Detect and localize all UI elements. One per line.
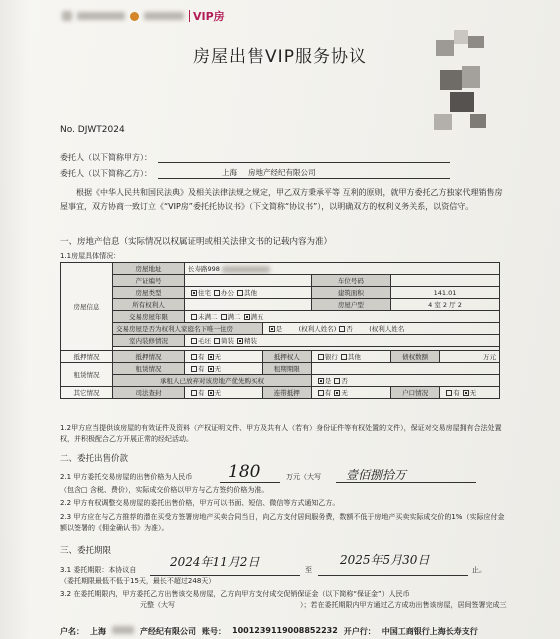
amount-unit: 万元 [440,351,500,363]
checkbox-simple[interactable] [214,338,220,344]
checkbox-waiver-yes[interactable] [318,378,324,384]
page-shadow [0,0,30,639]
checkbox-waiver-no[interactable] [334,378,340,384]
opt-other2: 其他 [347,353,361,361]
hukou-label: 户口情况 [390,387,439,399]
party-a-label: 委托人（以下简称甲方）： [60,153,152,162]
bank-name: 中国工商银行上海长寿支行 [381,627,478,636]
clause-3-1-note: （委托期限最低不低于15天，最长不超过248天） [60,577,216,585]
lease-term-label: 租期期限 [262,363,311,375]
linked-mortgage-label: 连带抵押 [262,387,311,399]
opt-over-5-label: 满五 [250,313,264,321]
checkbox-bank[interactable] [318,354,324,360]
opt-under-2-label: 未满二 [198,313,218,321]
linked-mortgage-options [311,387,390,399]
owners-value [185,299,312,311]
opt-bank: 银行 [324,353,338,361]
checkbox-rough[interactable] [191,338,197,344]
only-home-options [262,323,499,335]
opt-waiver-no: 否 [341,377,348,385]
opt-only-no-label: 否 [346,325,353,333]
checkbox-only-yes[interactable] [269,326,275,332]
clause-2-1-unit: 万元（大写 [286,473,321,481]
address-cell [185,263,500,275]
opt-simple-label: 简装 [221,337,234,345]
party-a-underline [158,162,450,163]
redacted-logo-text [77,12,125,20]
clause-3-2c: ）；若在委托期限内甲方通过乙方成功出售该房屋，居间签署完成三 [300,601,507,609]
price-underline [220,482,280,483]
seizure-options [185,387,263,399]
checkbox-seizure-yes[interactable] [191,390,197,396]
handwritten-start-date: 2024年11月2日 [170,555,260,569]
checkbox-lease-yes[interactable] [191,366,197,372]
only-home-label: 交易房屋是否为权利人家庭名下唯一住房 [113,323,263,335]
opt-waiver-yes: 是 [324,377,332,385]
checkbox-link-yes[interactable] [318,390,324,396]
checkbox-mortgage-no[interactable] [208,354,214,360]
account-name-label: 户名： [60,627,84,636]
checkbox-over-5[interactable] [244,314,250,320]
opt-hukou-yes: 有 [453,389,460,397]
group-mortgage: 抵押情况 [61,351,113,363]
clause-1-2: 1.2甲方应当提供该房屋的有效证件及资料（产权证明文件、甲方及共有人（若有）身份证件等有权处置的文件），保证对交易房屋拥有合法处置权，并积极配合乙方开展正常的经纪活动。 [60,424,502,443]
opt-residential-label: 住宅 [198,289,211,297]
preamble-paragraph: 根据《中华人民共和国民法典》及相关法律法规之规定，甲乙双方秉承平等 互利的原则，就甲方委托乙方独家代理销售房屋事宜，双方协商一致订立《“VIP房”委托托协议书》（下文简称“协议书”），以明确双方的权利义务关系，以资信守。 [60,188,503,211]
redacted-company [112,626,134,634]
opt-seizure-yes: 有 [198,389,205,397]
unit-no-value [390,275,499,287]
amount-label: 债权数额 [390,351,439,363]
hukou-options [440,387,500,399]
opt-mortgage-no: 无 [214,353,221,361]
opt-other-label: 其他 [244,289,257,297]
clause-3-2: 3.2 在委托期限内，甲方委托乙方出售该交易房屋，乙方向甲方支付成交促销保证金（以下简称“保证金”）人民币 [60,590,410,598]
account-number: 1001239119008852232 [232,626,338,635]
address-label: 房屋地址 [113,263,185,275]
clause-3-2b: 元整（大写 [140,601,175,609]
layout-label: 房屋户型 [311,299,390,311]
mortgagee-options [311,351,390,363]
checkbox-residential[interactable] [191,290,197,296]
clause-2-3: 2.3 甲方应在与乙方推荐的潜在买受方签署房地产买卖合同当日，向乙方支付居间服务费，数额不低于房地产买卖实际成交价的1%（实际应付金额以签署的《佣金确认书》为准）。 [60,513,505,532]
opt-seizure-no: 无 [214,389,221,397]
account-city: 上海 [90,627,106,636]
checkbox-lease-no[interactable] [208,366,214,372]
redacted-brand [144,12,184,20]
redacted-address [222,266,270,273]
account-company: 产经纪有限公司 [140,627,196,636]
seizure-label: 司法查封 [113,387,185,399]
checkbox-office[interactable] [214,290,220,296]
party-b-city: 上海 [222,168,237,177]
checkbox-over-2[interactable] [221,314,227,320]
checkbox-seizure-no[interactable] [208,390,214,396]
section-1-heading: 一、房地产信息（实际情况以权属证明或相关法律文书的记载内容为准） [60,237,333,247]
owners-label: 所有权利人 [113,299,185,311]
lease-options [185,363,263,375]
logo-separator [189,10,190,22]
checkbox-hukou-yes[interactable] [446,390,452,396]
opt-mortgage-yes: 有 [198,353,205,361]
lease-label: 租赁情况 [113,363,185,375]
address-value: 长寿路998 [188,265,220,273]
checkbox-hukou-no[interactable] [463,390,469,396]
checkbox-other[interactable] [237,290,243,296]
section-3-heading: 三、委托期限 [60,546,112,556]
decor-options [185,335,500,347]
house-type-options [185,287,312,299]
vip-brand-text: VIP房 [193,10,225,23]
years-label: 交易房屋年限 [113,311,185,323]
mortgage-label: 抵押情况 [113,351,185,363]
redacted-logo [62,11,72,21]
opt-link-yes: 有 [324,389,332,397]
vip-logo [189,8,225,24]
opt-lease-yes: 有 [198,365,205,373]
opt-office-label: 办公 [221,289,234,297]
opt-lease-no: 无 [214,365,221,373]
section-2-heading: 二、委托出售价款 [60,454,129,464]
checkbox-fine[interactable] [237,338,243,344]
opt-over-2-label: 满二 [227,313,241,321]
checkbox-mortgage-yes[interactable] [191,354,197,360]
group-other: 其它情况 [61,387,113,399]
checkbox-only-no[interactable] [339,326,345,332]
property-info-table [60,262,500,399]
layout-value: 4 室 2 厅 2 [390,299,499,311]
opt-rough-label: 毛坯 [198,337,211,345]
years-options [185,311,500,323]
tenant-waiver-label: 承租人已放弃对该房地产优先购买权 [113,375,312,387]
header-logos [62,8,225,24]
checkbox-link-no[interactable] [334,390,340,396]
mortgage-options [185,351,263,363]
property-right-value [185,275,312,287]
document-number: No. DJWT2024 [60,125,125,135]
unit-no-label: 车位号码 [311,275,390,287]
decor-label: 室内装修情况 [113,335,185,347]
mortgagee-label: 抵押权人 [262,351,311,363]
opt-fine-label: 精装 [244,337,257,345]
handwritten-end-date: 2025年5月30日 [340,553,430,567]
clause-3-1a: 3.1 委托期限：本协议自 [60,566,137,574]
clause-3-1c: 止。 [472,566,486,574]
opt-hukou-no: 无 [469,389,477,397]
brand-dot-icon [130,12,139,21]
document-title: 房屋出售VIP服务协议 [193,47,367,67]
bank-info-row [60,626,478,637]
owner-name-1: (权利人姓名) [298,325,337,333]
checkbox-other2[interactable] [341,354,347,360]
owner-name-2: (权利人姓名 [369,325,405,333]
area-value: 141.01 [390,287,499,299]
clause-3-1b: 至 [305,566,312,574]
property-right-label: 产证编号 [113,275,185,287]
group-lease: 租赁情况 [61,363,113,387]
checkbox-under-2[interactable] [191,314,197,320]
bank-label: 开户行： [343,627,376,636]
opt-only-yes-label: 是 [275,325,283,333]
clause-2-1a: 2.1 甲方委托交易房屋的出售价格为人民币 [60,473,193,481]
area-label: 建筑面积 [311,287,390,299]
house-type-label: 房屋类型 [113,287,185,299]
account-number-label: 账号： [202,627,226,636]
section-1-1-label: 1.1房屋具体情况： [60,252,121,260]
group-house-info: 房屋信息 [61,263,113,351]
party-b-underline [158,178,450,179]
lease-term-value [311,363,499,375]
tenant-waiver-options [311,375,499,387]
party-b-label: 委托人（以下简称乙方）： [60,169,152,178]
opt-link-no: 无 [341,389,348,397]
party-b-company: 房地产经纪有限公司 [248,168,316,177]
handwritten-price: 180 [228,462,261,482]
handwritten-price-words: 壹佰捌拾万 [346,468,407,482]
clause-2-1b: （包含□ 含税、费价），实际成交价格以甲方与乙方签约价格为准。 [60,486,269,494]
clause-2-2: 2.2 甲方有权调整交易房屋的委托出售价格，甲方可以书面、短信、微信等方式通知乙方。 [60,499,340,507]
